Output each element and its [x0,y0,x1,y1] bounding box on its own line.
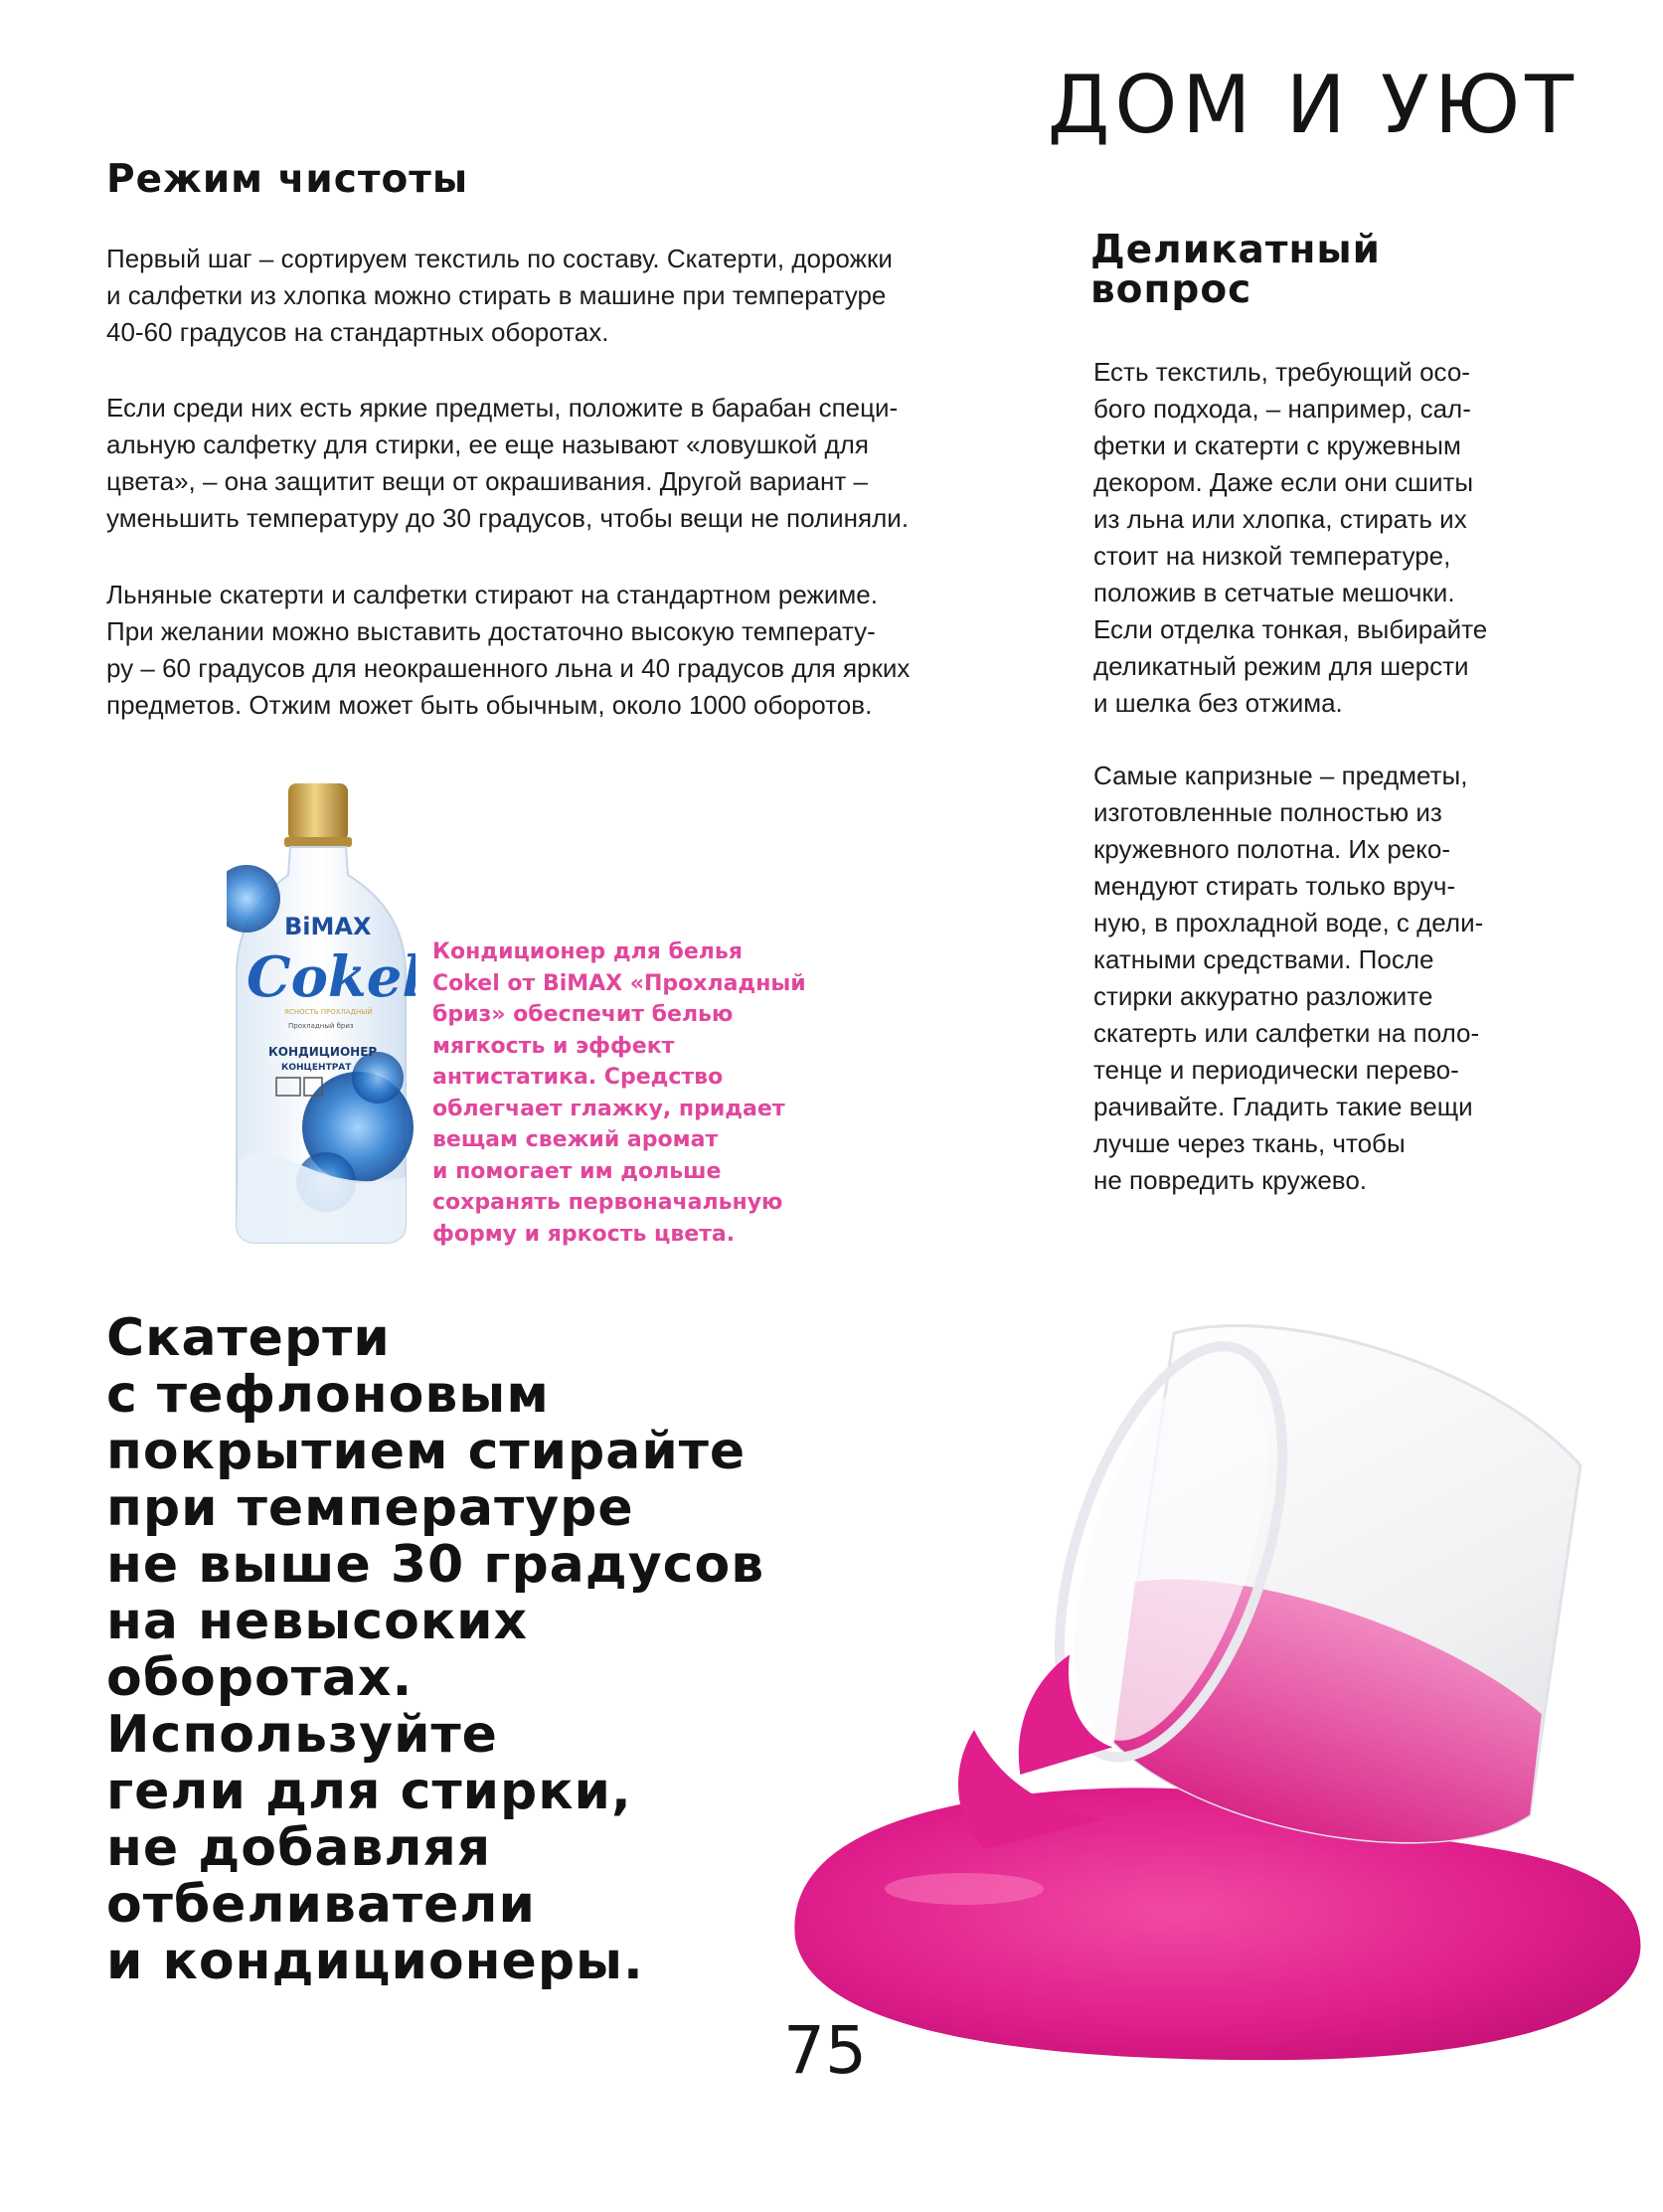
right-heading: Деликатный вопрос [1090,228,1382,312]
product-bottle-image [227,779,416,1247]
bottle-label-type: КОНДИЦИОНЕР [268,1045,378,1059]
product-caption: Кондиционер для белья Cokel от BiMAX «Прохладный бриз» обеспечит белью мягкость и эффект антистатика. Средство облегчает глажку, придает вещам свежий аромат и помогает им дольше сохранять первоначальную форму и яркость цвета. [432,939,806,1247]
right-paragraph-1: Есть текстиль, требующий осо- бого подхода, – например, сал- фетки и скатерти с кружевным декором. Даже если они сшиты из льна или хлопка, стирать их стоит на низкой температуре, положив в сетчатые мешочки. Если отделка тонкая, выбирайте деликатный режим для шерсти и шелка без отжима. [1093,357,1488,718]
spilled-liquid-image [775,1253,1663,2088]
spill-illustration [775,1253,1663,2088]
svg-text:ЯСНОСТЬ ПРОХЛАДНЫЙ: ЯСНОСТЬ ПРОХЛАДНЫЙ [284,1008,373,1016]
pull-quote: Скатерти с тефлоновым покрытием стирайте при температуре не выше 30 градусов на невысоких оборотах. Используйте гели для стирки, не добавляя отбеливатели и кондиционеры. [106,1308,765,1991]
bottle-brand-text: BiMAX [284,913,372,940]
bottle-name-text: Cokel [247,944,416,1010]
page-number: 75 [783,2012,867,2089]
left-paragraph-3: Льняные скатерти и салфетки стирают на стандартном режиме. При желании можно выставить достаточно высокую температу- ру – 60 градусов для неокрашенного льна и 40 градусов для ярких предметов. Отжим может быть обычным, около 1000 оборотов. [106,580,911,720]
svg-text:Прохладный бриз: Прохладный бриз [288,1022,354,1030]
svg-text:КОНЦЕНТРАТ: КОНЦЕНТРАТ [281,1063,352,1073]
left-heading: Режим чистоты [106,157,469,202]
bottle-illustration [227,779,416,1247]
right-paragraph-2: Самые капризные – предметы, изготовленные полностью из кружевного полотна. Их реко- мендуют стирать только вруч- ную, в прохладной воде, с дели- катными средствами. После стирки аккуратно разложите скатерть или салфетки на поло- тенце и периодически перево- рачивайте. Гладить такие вещи лучше через ткань, чтобы не повредить кружево. [1093,761,1484,1195]
section-title: ДОМ И УЮТ [1047,59,1579,151]
left-paragraph-1: Первый шаг – сортируем текстиль по составу. Скатерти, дорожки и салфетки из хлопка можно стирать в машине при температуре 40-60 градусов на стандартных оборотах. [106,244,893,347]
left-paragraph-2: Если среди них есть яркие предметы, положите в барабан специ- альную салфетку для стирки, ее еще называют «ловушкой для цвета», – она защитит вещи от окрашивания. Другой вариант – уменьшить температуру до 30 градусов, чтобы вещи не полиняли. [106,393,910,533]
